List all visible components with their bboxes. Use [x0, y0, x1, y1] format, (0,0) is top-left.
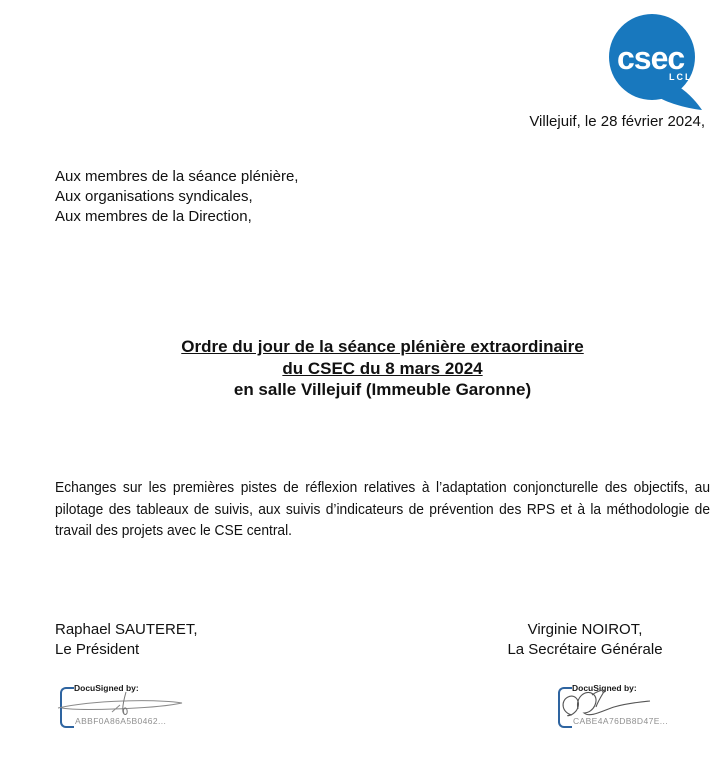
title-line-1: Ordre du jour de la séance plénière extraordinaire	[181, 337, 584, 356]
signatory-right	[480, 620, 690, 660]
logo-text: csec	[617, 40, 685, 76]
docusign-stamp-left	[58, 682, 198, 730]
signature-scribble-icon	[558, 689, 670, 719]
recipient-line: Aux membres de la séance plénière,	[55, 168, 299, 185]
docusign-label: DocuSigned by:	[572, 683, 637, 693]
recipient-line: Aux membres de la Direction,	[55, 208, 252, 225]
docusign-id: ABBF0A86A5B0462...	[75, 716, 167, 726]
docusign-stamp-right	[556, 682, 696, 730]
docusign-id: CABE4A76DB8D47E...	[573, 716, 669, 726]
signatory-left-name: Raphael SAUTERET,	[55, 621, 198, 638]
csec-logo	[606, 12, 710, 114]
logo-subtext: LCL	[669, 72, 693, 82]
date-line: Villejuif, le 28 février 2024,	[529, 113, 705, 130]
signatory-right-role: La Secrétaire Générale	[507, 641, 663, 658]
body-paragraph: Echanges sur les premières pistes de réflexion relatives à l’adaptation conjoncturelle des objectifs, au pilotage des tableaux de suivis, aux suivis d’indicateurs de prévention des RPS et à la méthodologie de travail des projets avec le CSE central.	[55, 479, 711, 539]
signature-scribble-icon	[54, 691, 192, 717]
document-title	[55, 336, 710, 401]
recipients-block	[55, 167, 298, 227]
title-line-2: du CSEC du 8 mars 2024	[282, 358, 483, 378]
signatory-right-name: Virginie NOIROT,	[527, 621, 643, 638]
signatory-left-role: Le Président	[55, 641, 140, 658]
title-line-3: en salle Villejuif (Immeuble Garonne)	[233, 380, 532, 399]
signatory-left	[55, 620, 198, 660]
recipient-line: Aux organisations syndicales,	[55, 188, 253, 205]
docusign-label: DocuSigned by:	[74, 683, 139, 693]
